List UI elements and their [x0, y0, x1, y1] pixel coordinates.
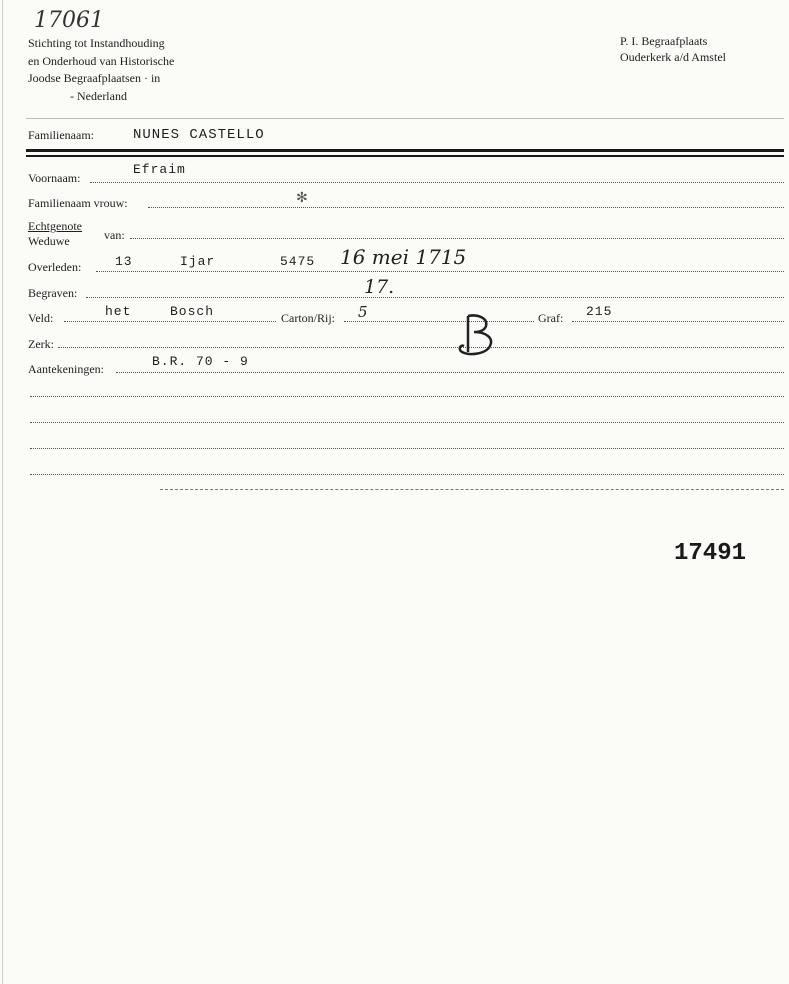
card-number-stamp: 17491 — [674, 540, 747, 567]
zerk-stamp — [456, 312, 496, 356]
overleden-month: Ijar — [180, 254, 216, 269]
familienaam-vrouw-label: Familienaam vrouw: — [28, 196, 128, 210]
zerk-label: Zerk: — [28, 337, 54, 351]
graf-label: Graf: — [538, 311, 564, 325]
double-rule-top — [26, 149, 784, 152]
org-line-1: Stichting tot Instandhouding — [28, 36, 165, 50]
begraven-line — [86, 297, 784, 298]
veld-label: Veld: — [28, 311, 54, 325]
van-label: van: — [104, 228, 125, 242]
begraven-handwritten: 17. — [364, 276, 395, 298]
card-bottom-edge — [160, 489, 784, 490]
place-line-2: Ouderkerk a/d Amstel — [620, 50, 726, 64]
overleden-year: 5475 — [280, 254, 316, 269]
familienaam-vrouw-line — [148, 207, 784, 208]
familienaam-value: NUNES CASTELLO — [133, 127, 265, 143]
handwritten-card-id: 17061 — [34, 8, 104, 33]
carton-rij-line — [344, 321, 534, 322]
zerk-line — [58, 347, 784, 348]
veld-line — [64, 321, 276, 322]
van-line — [130, 238, 784, 239]
blank-line-3 — [30, 448, 784, 449]
weduwe-label: Weduwe — [28, 234, 70, 248]
graf-line — [572, 321, 784, 322]
voornaam-value: Efraim — [133, 162, 186, 177]
zerk-stamp-letter — [470, 324, 480, 340]
header-divider — [26, 118, 784, 119]
blank-line-4 — [30, 474, 784, 475]
graf-value: 215 — [586, 304, 613, 319]
voornaam-label: Voornaam: — [28, 171, 81, 185]
voornaam-line — [90, 182, 784, 183]
begraven-label: Begraven: — [28, 286, 78, 300]
place-line-1: P. I. Begraafplaats — [620, 34, 708, 48]
overleden-line — [96, 271, 784, 272]
scan-edge — [2, 0, 3, 984]
carton-rij-value: 5 — [358, 303, 368, 321]
veld-value-bosch: Bosch — [170, 304, 215, 319]
organisation-header — [28, 35, 174, 105]
aantekeningen-value: B.R. 70 - 9 — [152, 354, 249, 369]
overleden-day: 13 — [115, 254, 133, 269]
aantekeningen-line — [116, 372, 784, 373]
overleden-handwritten-date: 16 mei 1715 — [340, 245, 467, 269]
overleden-label: Overleden: — [28, 260, 82, 274]
org-line-4: - Nederland — [70, 88, 127, 103]
double-rule-bottom — [26, 155, 784, 157]
carton-rij-label: Carton/Rij: — [281, 311, 335, 325]
org-line-3: Joodse Begraafplaatsen · in — [28, 71, 161, 85]
org-line-2: en Onderhoud van Historische — [28, 53, 175, 68]
blank-line-1 — [30, 396, 784, 397]
familienaam-label: Familienaam: — [28, 128, 94, 142]
veld-value-het: het — [105, 304, 132, 319]
echtgenote-label: Echtgenote — [28, 219, 82, 233]
aantekeningen-label: Aantekeningen: — [28, 362, 104, 376]
scribble-mark: ✻ — [296, 191, 308, 206]
cemetery-header — [620, 33, 726, 65]
blank-line-2 — [30, 422, 784, 423]
